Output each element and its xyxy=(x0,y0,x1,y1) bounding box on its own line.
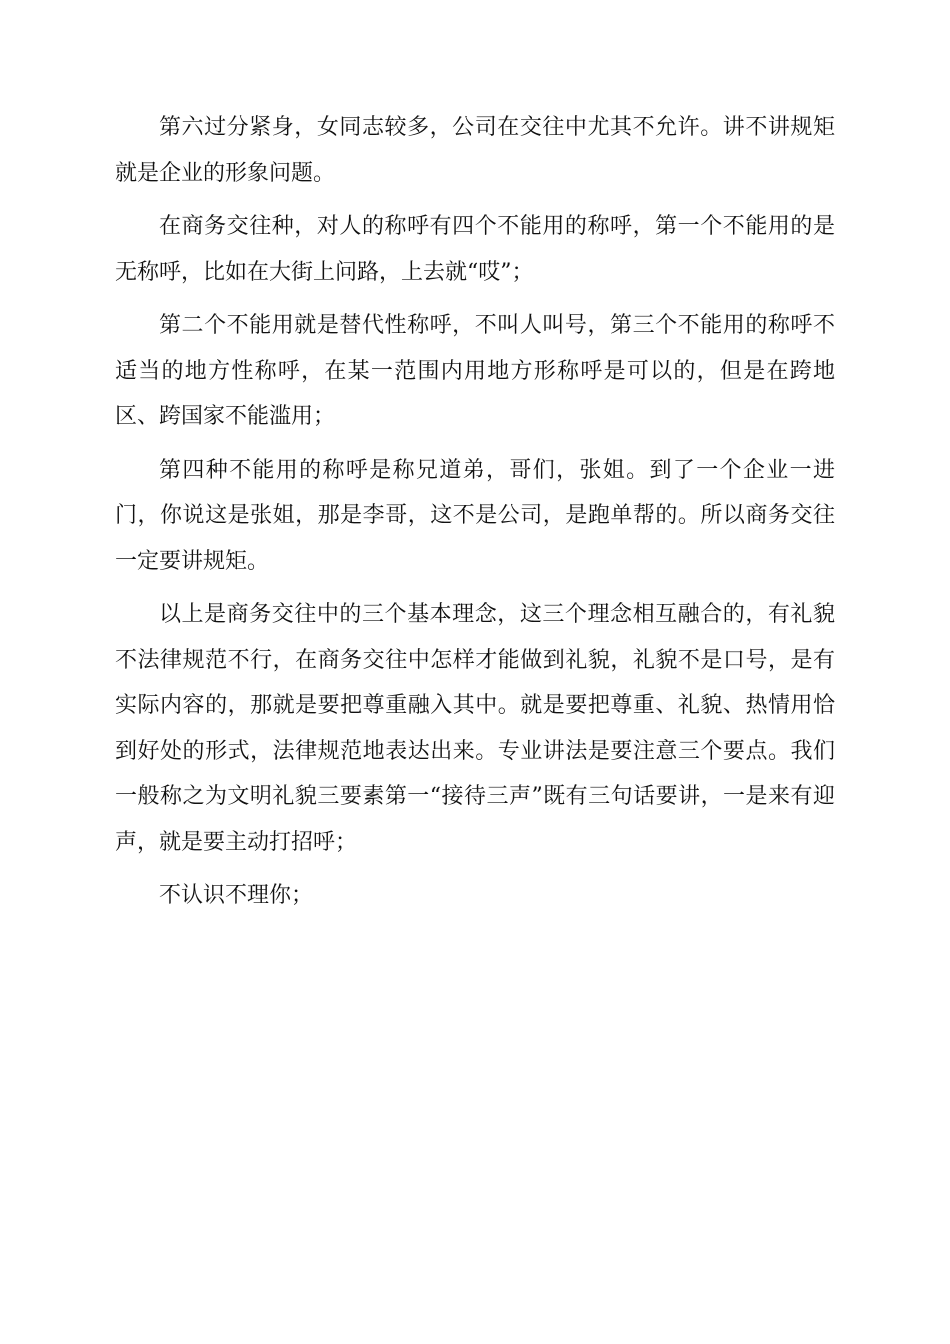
paragraph-6: 不认识不理你； xyxy=(159,883,314,908)
paragraph-5: 以上是商务交往中的三个基本理念，这三个理念相互融合的，有礼貌不法律规范不行，在商务交往中怎样才能做到礼貌，礼貌不是口号，是有实际内容的，那就是要把尊重融入其中。就是要把尊重、礼貌、热情用恰到好处的形式，法律规范地表达出来。专业讲法是要注意三个要点。我们一般称之为文明礼貌三要素第一“接待三声”既有三句话要讲，一是来有迎声，就是要主动打招呼； xyxy=(115,602,835,855)
paragraph-1: 第六过分紧身，女同志较多，公司在交往中尤其不允许。讲不讲规矩就是企业的形象问题。 xyxy=(115,115,835,186)
paragraph-4: 第四种不能用的称呼是称兄道弟，哥们，张姐。到了一个企业一进门，你说这是张姐，那是李哥，这不是公司，是跑单帮的。所以商务交往一定要讲规矩。 xyxy=(115,457,835,574)
paragraph-3: 第二个不能用就是替代性称呼，不叫人叫号，第三个不能用的称呼不适当的地方性称呼，在某一范围内用地方形称呼是可以的，但是在跨地区、跨国家不能滥用； xyxy=(115,313,835,429)
document-body xyxy=(115,105,835,927)
paragraph-2: 在商务交往种，对人的称呼有四个不能用的称呼，第一个不能用的是无称呼，比如在大街上问路，上去就“哎”； xyxy=(115,214,835,285)
